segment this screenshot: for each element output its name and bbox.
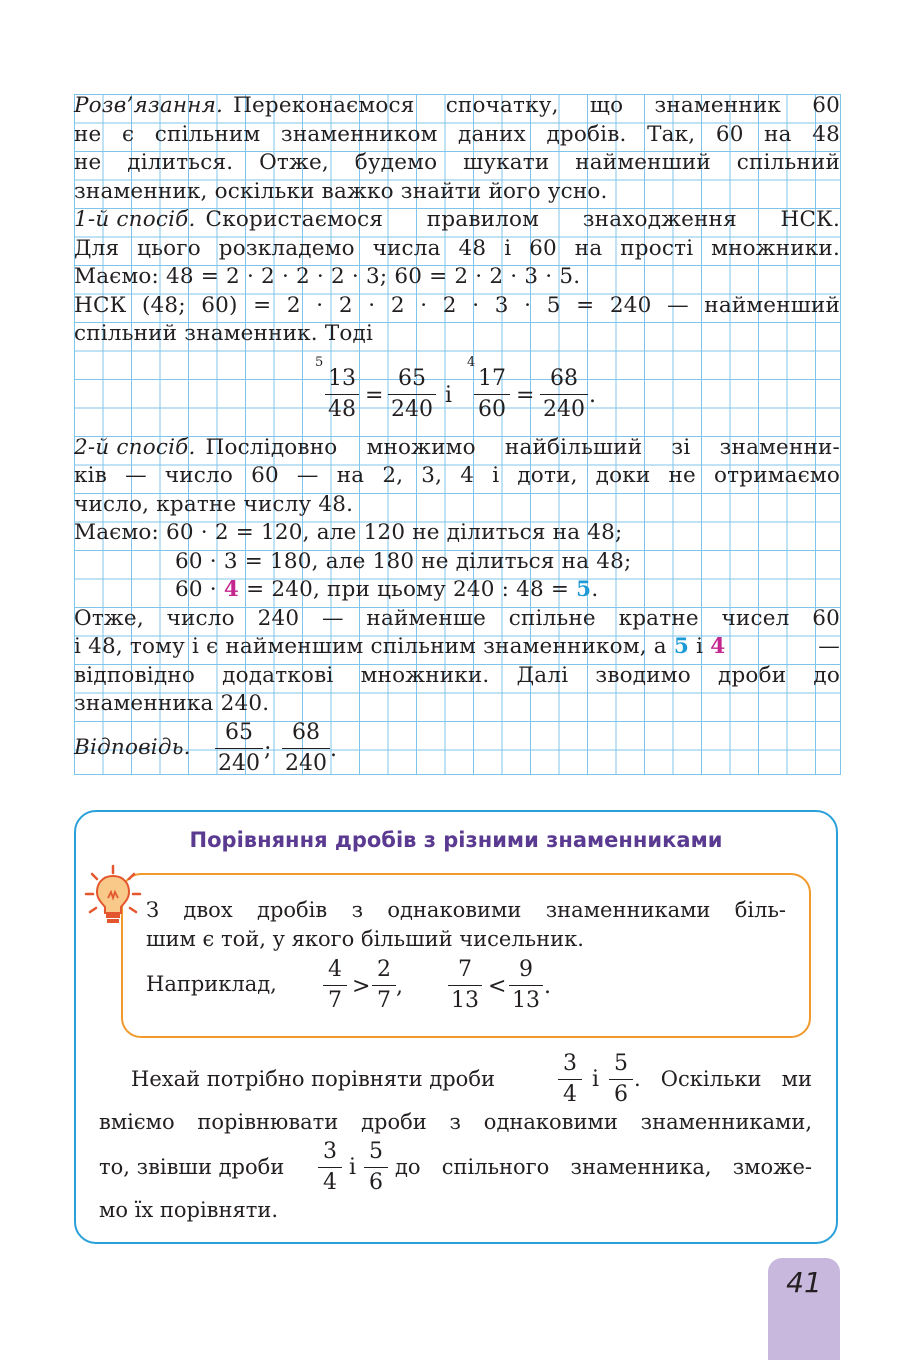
solution-line-3: не ділиться. Отже, будемо шукати найменший спільний	[74, 150, 840, 175]
solution-line-19: знаменника 240.	[74, 691, 270, 716]
answer-fraction-2	[282, 718, 330, 779]
numerator: 7	[458, 957, 472, 982]
text: = 240, при цьому 240 : 48 =	[239, 577, 577, 602]
and-word: і	[592, 1067, 600, 1092]
denominator: 6	[609, 1079, 633, 1110]
method-1-label: 1-й спосіб.	[74, 207, 196, 232]
text: —	[818, 634, 840, 659]
denominator: 240	[388, 394, 436, 425]
para-line-3-end: до спільного знаменника, зможе-	[395, 1155, 812, 1179]
solution-line-7: Маємо: 48 = 2 · 2 · 2 · 2 · 3; 60 = 2 · 2 · 3 · 5.	[74, 264, 581, 289]
numerator: 2	[377, 957, 391, 982]
highlight-4: 4	[710, 634, 726, 659]
multiplier-4: 4	[467, 355, 476, 370]
para-line-1-start: Нехай потрібно порівняти дроби	[131, 1067, 495, 1091]
denominator: 13	[448, 985, 482, 1016]
para-line-4: мо їх порівняти.	[99, 1198, 279, 1222]
denominator: 240	[540, 394, 588, 425]
equals-sign: =	[516, 383, 535, 408]
equals-sign: =	[365, 383, 384, 408]
fraction-5-6	[609, 1049, 633, 1110]
fraction-5-6	[364, 1137, 388, 1198]
fraction-2-7	[372, 955, 396, 1016]
multiplier-5: 5	[315, 355, 324, 370]
denominator: 4	[558, 1079, 582, 1110]
highlight-5: 5	[673, 634, 690, 659]
text-part: і	[689, 634, 711, 659]
highlight-5: 5	[576, 577, 592, 602]
para-line-2: вміємо порівнювати дроби з однаковими знаменниками,	[99, 1110, 812, 1134]
solution-line-11: ків — число 60 — на 2, 3, 4 і доти, доки не отримаємо	[74, 463, 840, 488]
example-label: Наприклад,	[146, 972, 277, 996]
solution-line-10	[74, 434, 840, 463]
solution-line-6: Для цього розкладемо числа 48 і 60 на прості множники.	[74, 236, 840, 261]
text: .	[591, 577, 599, 602]
solution-line-12: число, кратне числу 48.	[74, 492, 354, 517]
period: .	[589, 383, 596, 408]
denominator: 13	[509, 985, 543, 1016]
semicolon: ;	[264, 737, 272, 762]
solution-line-16: Отже, число 240 — найменше спільне кратне чисел 60	[74, 606, 840, 631]
rule-line-2: шим є той, у якого більший чисельник.	[146, 927, 584, 951]
text	[74, 633, 725, 662]
fraction-4-7	[323, 955, 347, 1016]
answer-fraction-1	[215, 718, 263, 779]
and-word: і	[349, 1155, 357, 1180]
box-title: Порівняння дробів з різними знаменниками	[189, 828, 723, 852]
fraction-68-240	[540, 364, 588, 425]
fraction-65-240	[388, 364, 436, 425]
numerator: 65	[398, 366, 426, 391]
and-word: і	[445, 383, 453, 408]
text-part: і 48, тому і є найменшим спільним знаменником, а	[74, 634, 674, 659]
numerator: 17	[478, 366, 506, 391]
greater-than: >	[352, 974, 371, 999]
fraction-7-13	[448, 955, 482, 1016]
solution-line-15	[175, 576, 775, 605]
fraction-3-4	[318, 1137, 342, 1198]
para-line-3-start: то, звівши дроби	[99, 1155, 285, 1179]
solution-line-1	[74, 92, 840, 121]
text: 60 ·	[175, 577, 224, 602]
period: .	[330, 737, 337, 762]
numerator: 3	[563, 1051, 577, 1076]
numerator: 68	[292, 720, 320, 745]
denominator: 7	[372, 985, 396, 1016]
text: Скористаємося правилом знаходження НСК.	[205, 207, 840, 232]
solution-line-18: відповідно додаткові множники. Далі зводимо дроби до	[74, 663, 840, 688]
comma: ,	[396, 974, 403, 999]
less-than: <	[488, 974, 507, 999]
fraction-17-60	[474, 364, 510, 425]
numerator: 5	[369, 1139, 383, 1164]
denominator: 6	[364, 1167, 388, 1198]
fraction-3-4	[558, 1049, 582, 1110]
page-number-tab	[768, 1258, 840, 1360]
method-2-label: 2-й спосіб.	[74, 435, 196, 460]
denominator: 7	[323, 985, 347, 1016]
numerator: 5	[614, 1051, 628, 1076]
solution-line-17	[74, 633, 840, 662]
denominator: 60	[474, 394, 510, 425]
text: Послідовно множимо найбільший зі знаменни-	[205, 435, 840, 460]
numerator: 4	[328, 957, 342, 982]
numerator: 65	[225, 720, 253, 745]
lightbulb-icon	[84, 864, 142, 928]
period: .	[544, 974, 551, 999]
rule-line-1: З двох дробів з однаковими знаменниками біль-	[146, 898, 786, 922]
denominator: 240	[282, 748, 330, 779]
page-number: 41	[786, 1266, 822, 1299]
numerator: 9	[519, 957, 533, 982]
solution-line-9: спільний знаменник. Тоді	[74, 321, 374, 346]
solution-line-2: не є спільним знаменником даних дробів. Так, 60 на 48	[74, 122, 840, 147]
numerator: 3	[323, 1139, 337, 1164]
solution-line-4: знаменник, оскільки важко знайти його усно.	[74, 179, 608, 204]
numerator: 68	[550, 366, 578, 391]
answer-label: Відповідь.	[74, 735, 191, 760]
solution-line-13: Маємо: 60 · 2 = 120, але 120 не ділиться на 48;	[74, 520, 623, 545]
para-line-1-end: . Оскільки ми	[634, 1067, 812, 1091]
solution-line-5	[74, 206, 840, 235]
denominator: 4	[318, 1167, 342, 1198]
denominator: 240	[215, 748, 263, 779]
solution-line-14: 60 · 3 = 180, але 180 не ділиться на 48;	[175, 549, 632, 574]
denominator: 48	[325, 394, 359, 425]
text: Переконаємося спочатку, що знаменник 60	[233, 93, 840, 118]
solution-line-8: НСК (48; 60) = 2 · 2 · 2 · 2 · 3 · 5 = 240 — найменший	[74, 293, 840, 318]
numerator: 13	[328, 366, 356, 391]
highlight-4: 4	[223, 577, 240, 602]
fraction-13-48	[325, 364, 359, 425]
fraction-9-13	[509, 955, 543, 1016]
solution-label: Розв’язання.	[74, 93, 224, 118]
